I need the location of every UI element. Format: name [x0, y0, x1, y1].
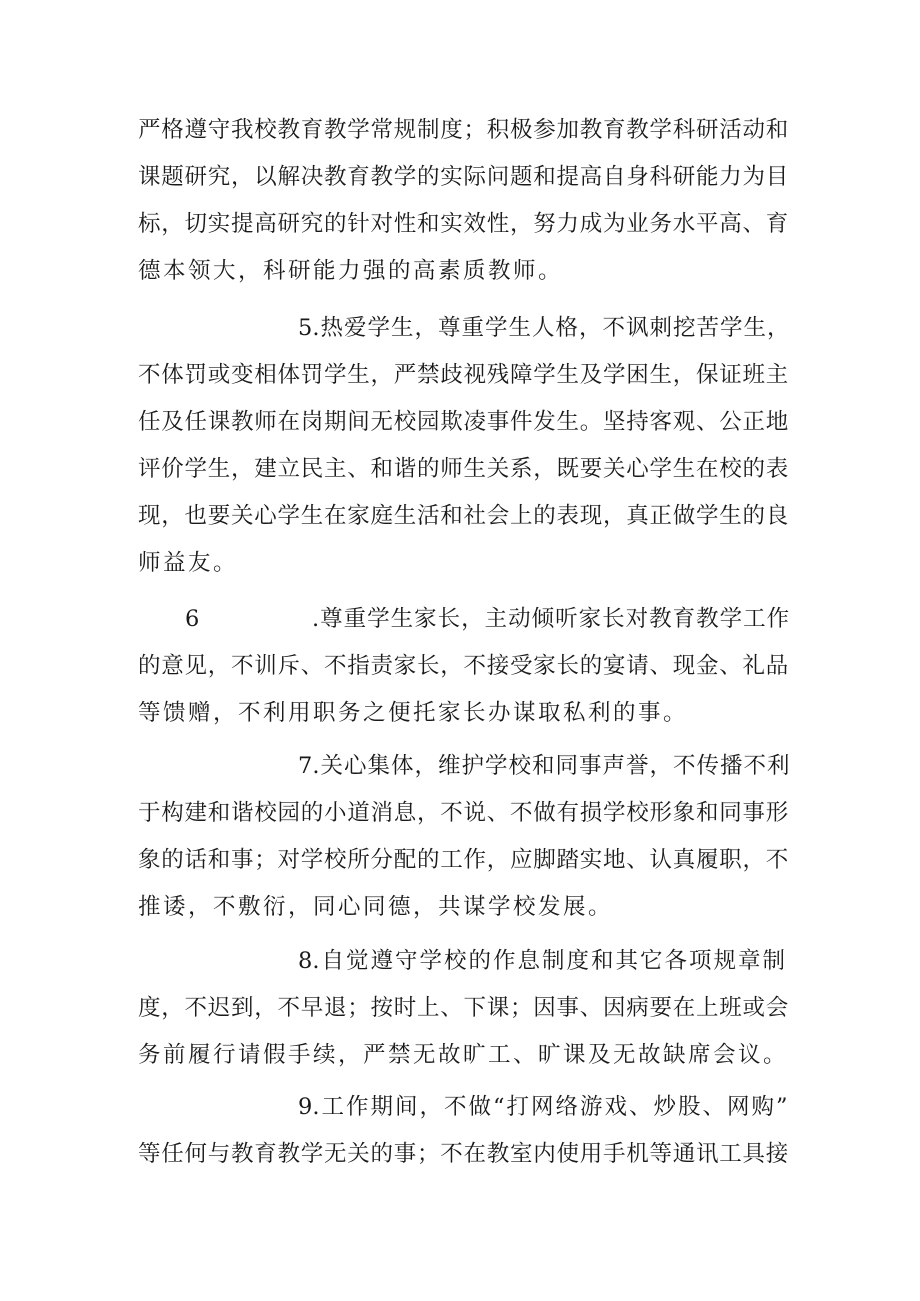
item-number: 7 — [298, 753, 313, 779]
paragraph-first-line — [185, 604, 790, 634]
paragraph-line: 评价学生，建立民主、和谐的师生关系，既要关心学生在校的表 — [138, 456, 790, 482]
paragraph-first-line — [298, 313, 790, 343]
paragraph-first-line — [298, 946, 787, 976]
paragraph-line: 德本领大，科研能力强的高素质教师。 — [138, 258, 564, 284]
paragraph-line: 任及任课教师在岗期间无校园欺凌事件发生。坚持客观、公正地 — [138, 409, 790, 435]
paragraph-first-line-text: .尊重学生家长，主动倾听家长对教育教学工作 — [312, 606, 791, 632]
paragraph-first-line — [298, 751, 790, 781]
paragraph-line: 度，不迟到，不早退；按时上、下课；因事、因病要在上班或会 — [138, 995, 790, 1021]
paragraph-first-line-text: .工作期间，不做“打网络游戏、炒股、网购” — [312, 1094, 790, 1120]
paragraph-line: 师益友。 — [138, 550, 239, 576]
paragraph-first-line-text: .自觉遵守学校的作息制度和其它各项规章制 — [312, 948, 787, 974]
item-number: 5 — [298, 315, 313, 341]
paragraph-line: 的意见，不训斥、不指责家长，不接受家长的宴请、现金、礼品 — [138, 653, 790, 679]
paragraph-first-line-text: .关心集体，维护学校和同事声誉，不传播不利 — [312, 753, 791, 779]
paragraph-line: 于构建和谐校园的小道消息，不说、不做有损学校形象和同事形 — [138, 800, 790, 826]
paragraph-line: 推诿，不敷衍，同心同德，共谋学校发展。 — [138, 894, 614, 920]
item-number: 6 — [185, 606, 200, 632]
paragraph-line: 务前履行请假手续，严禁无故旷工、旷课及无故缺席会议。 — [138, 1042, 789, 1068]
paragraph-first-line — [298, 1092, 790, 1122]
paragraph-line: 象的话和事；对学校所分配的工作，应脚踏实地、认真履职，不 — [138, 847, 790, 873]
paragraph-line: 不体罚或变相体罚学生，严禁歧视残障学生及学困生，保证班主 — [138, 362, 790, 388]
paragraph-line: 现，也要关心学生在家庭生活和社会上的表现，真正做学生的良 — [138, 503, 790, 529]
paragraph-first-line-text: .热爱学生，尊重学生人格，不讽刺挖苦学生， — [312, 315, 791, 341]
paragraph-line: 等任何与教育教学无关的事；不在教室内使用手机等通讯工具接 — [138, 1141, 790, 1167]
item-number: 8 — [298, 948, 313, 974]
paragraph-line: 等馈赠，不利用职务之便托家长办谋取私利的事。 — [138, 700, 689, 726]
paragraph-line: 标，切实提高研究的针对性和实效性，努力成为业务水平高、育 — [138, 211, 790, 237]
item-number: 9 — [298, 1094, 313, 1120]
paragraph-line: 课题研究，以解决教育教学的实际问题和提高自身科研能力为目 — [138, 164, 790, 190]
paragraph-line: 严格遵守我校教育教学常规制度；积极参加教育教学科研活动和 — [138, 117, 790, 143]
